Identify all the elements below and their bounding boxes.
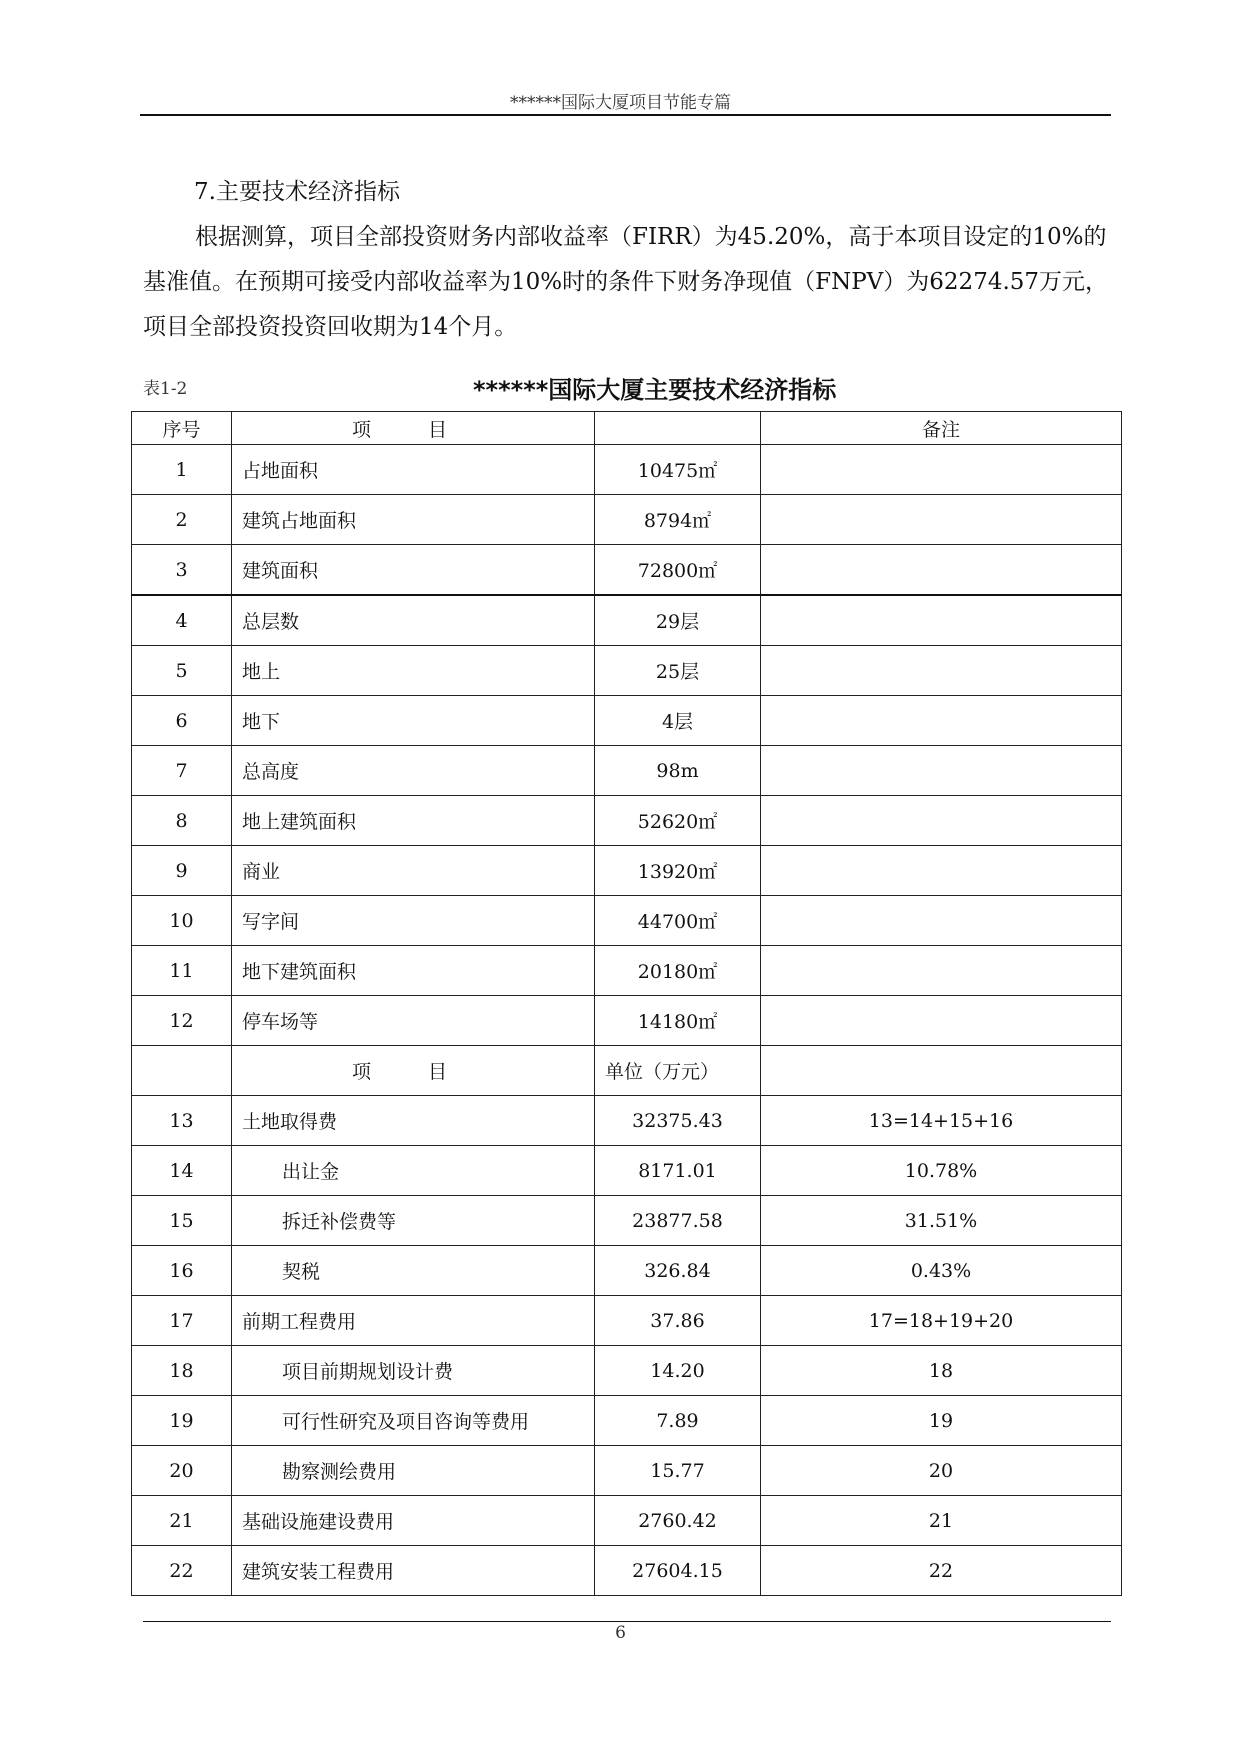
row-value: 20180㎡ — [595, 946, 761, 996]
row-seq: 3 — [132, 545, 232, 596]
row-value: 326.84 — [595, 1246, 761, 1296]
table-row — [132, 1496, 1122, 1546]
row-item: 建筑面积 — [232, 545, 595, 596]
row-remark — [761, 846, 1122, 896]
footer-divider — [143, 1621, 1111, 1622]
row-item: 地下 — [232, 696, 595, 746]
table-row — [132, 595, 1122, 646]
table-row — [132, 946, 1122, 996]
row-remark — [761, 445, 1122, 495]
row-remark — [761, 796, 1122, 846]
row-item: 可行性研究及项目咨询等费用 — [232, 1396, 595, 1446]
row-item: 契税 — [232, 1246, 595, 1296]
row-value: 98m — [595, 746, 761, 796]
row-value: 52620㎡ — [595, 796, 761, 846]
row-seq: 12 — [132, 996, 232, 1046]
row-remark: 13=14+15+16 — [761, 1096, 1122, 1146]
row-seq: 10 — [132, 896, 232, 946]
row-value: 27604.15 — [595, 1546, 761, 1596]
row-item: 基础设施建设费用 — [232, 1496, 595, 1546]
table-row — [132, 545, 1122, 596]
row-seq: 17 — [132, 1296, 232, 1346]
row-item: 商业 — [232, 846, 595, 896]
col-remark-header: 备注 — [761, 412, 1122, 445]
table-title: ******国际大厦主要技术经济指标 — [473, 376, 837, 404]
col-item-header: 项 目 — [232, 412, 595, 445]
row-item: 建筑占地面积 — [232, 495, 595, 545]
col-value-header — [595, 412, 761, 445]
table-row — [132, 746, 1122, 796]
table-row — [132, 1296, 1122, 1346]
table-row — [132, 846, 1122, 896]
row-seq: 21 — [132, 1496, 232, 1546]
row-value: 37.86 — [595, 1296, 761, 1346]
row-item: 勘察测绘费用 — [232, 1446, 595, 1496]
cost-header-row — [132, 1046, 1122, 1096]
row-item: 总层数 — [232, 595, 595, 646]
table-row — [132, 896, 1122, 946]
row-value: 8794㎡ — [595, 495, 761, 545]
row-value: 2760.42 — [595, 1496, 761, 1546]
row-value: 7.89 — [595, 1396, 761, 1446]
row-value: 44700㎡ — [595, 896, 761, 946]
section-heading: 7.主要技术经济指标 — [194, 179, 400, 205]
row-remark: 10.78% — [761, 1146, 1122, 1196]
row-item: 出让金 — [232, 1146, 595, 1196]
row-remark — [761, 495, 1122, 545]
cost-remark-header — [761, 1046, 1122, 1096]
table-row — [132, 1396, 1122, 1446]
row-value: 13920㎡ — [595, 846, 761, 896]
table-row — [132, 646, 1122, 696]
cost-item-header: 项 目 — [232, 1046, 595, 1096]
row-remark: 22 — [761, 1546, 1122, 1596]
row-item: 拆迁补偿费等 — [232, 1196, 595, 1246]
page-number: 6 — [615, 1623, 626, 1643]
row-value: 29层 — [595, 595, 761, 646]
row-value: 4层 — [595, 696, 761, 746]
row-item: 停车场等 — [232, 996, 595, 1046]
row-seq: 18 — [132, 1346, 232, 1396]
table-row — [132, 1096, 1122, 1146]
row-remark — [761, 746, 1122, 796]
row-seq: 5 — [132, 646, 232, 696]
row-seq: 4 — [132, 595, 232, 646]
running-header: ******国际大厦项目节能专篇 — [510, 93, 731, 113]
row-item: 地下建筑面积 — [232, 946, 595, 996]
table-row — [132, 495, 1122, 545]
row-seq: 19 — [132, 1396, 232, 1446]
row-remark — [761, 696, 1122, 746]
table-row — [132, 1246, 1122, 1296]
row-item: 建筑安装工程费用 — [232, 1546, 595, 1596]
row-item: 总高度 — [232, 746, 595, 796]
row-item: 土地取得费 — [232, 1096, 595, 1146]
header-divider — [140, 114, 1111, 116]
row-remark: 17=18+19+20 — [761, 1296, 1122, 1346]
indicators-table — [131, 411, 1122, 1596]
row-value: 8171.01 — [595, 1146, 761, 1196]
row-value: 10475㎡ — [595, 445, 761, 495]
row-remark — [761, 595, 1122, 646]
row-value: 72800㎡ — [595, 545, 761, 596]
table-row — [132, 996, 1122, 1046]
row-item: 地上建筑面积 — [232, 796, 595, 846]
row-remark: 0.43% — [761, 1246, 1122, 1296]
row-remark — [761, 996, 1122, 1046]
table-row — [132, 696, 1122, 746]
row-remark — [761, 896, 1122, 946]
row-value: 14.20 — [595, 1346, 761, 1396]
table-row — [132, 1346, 1122, 1396]
row-remark — [761, 545, 1122, 596]
table-header-row — [132, 412, 1122, 445]
row-seq: 11 — [132, 946, 232, 996]
row-remark: 31.51% — [761, 1196, 1122, 1246]
table-row — [132, 1146, 1122, 1196]
row-remark: 20 — [761, 1446, 1122, 1496]
row-seq: 8 — [132, 796, 232, 846]
table-row — [132, 1546, 1122, 1596]
row-remark: 19 — [761, 1396, 1122, 1446]
table-label: 表1-2 — [143, 379, 188, 399]
table-caption — [143, 370, 1111, 404]
row-value: 14180㎡ — [595, 996, 761, 1046]
table-row — [132, 445, 1122, 495]
row-remark — [761, 646, 1122, 696]
row-item: 占地面积 — [232, 445, 595, 495]
row-seq: 22 — [132, 1546, 232, 1596]
table-row — [132, 1446, 1122, 1496]
row-seq: 6 — [132, 696, 232, 746]
cost-seq-header — [132, 1046, 232, 1096]
section-paragraph: 根据测算，项目全部投资财务内部收益率（FIRR）为45.20%，高于本项目设定的10%的基准值。在预期可接受内部收益率为10%时的条件下财务净现值（FNPV）为62274.57万元，项目全部投资投资回收期为14个月。 — [143, 224, 1109, 340]
row-value: 23877.58 — [595, 1196, 761, 1246]
row-item: 地上 — [232, 646, 595, 696]
row-seq: 9 — [132, 846, 232, 896]
row-remark: 21 — [761, 1496, 1122, 1546]
row-seq: 13 — [132, 1096, 232, 1146]
row-seq: 20 — [132, 1446, 232, 1496]
row-remark — [761, 946, 1122, 996]
row-seq: 14 — [132, 1146, 232, 1196]
row-seq: 16 — [132, 1246, 232, 1296]
row-value: 25层 — [595, 646, 761, 696]
col-seq-header: 序号 — [132, 412, 232, 445]
row-seq: 2 — [132, 495, 232, 545]
row-value: 32375.43 — [595, 1096, 761, 1146]
row-value: 15.77 — [595, 1446, 761, 1496]
row-remark: 18 — [761, 1346, 1122, 1396]
table-row — [132, 1196, 1122, 1246]
row-seq: 7 — [132, 746, 232, 796]
cost-value-header: 单位（万元） — [595, 1046, 761, 1096]
table-row — [132, 796, 1122, 846]
row-seq: 1 — [132, 445, 232, 495]
row-item: 项目前期规划设计费 — [232, 1346, 595, 1396]
row-item: 写字间 — [232, 896, 595, 946]
row-item: 前期工程费用 — [232, 1296, 595, 1346]
row-seq: 15 — [132, 1196, 232, 1246]
